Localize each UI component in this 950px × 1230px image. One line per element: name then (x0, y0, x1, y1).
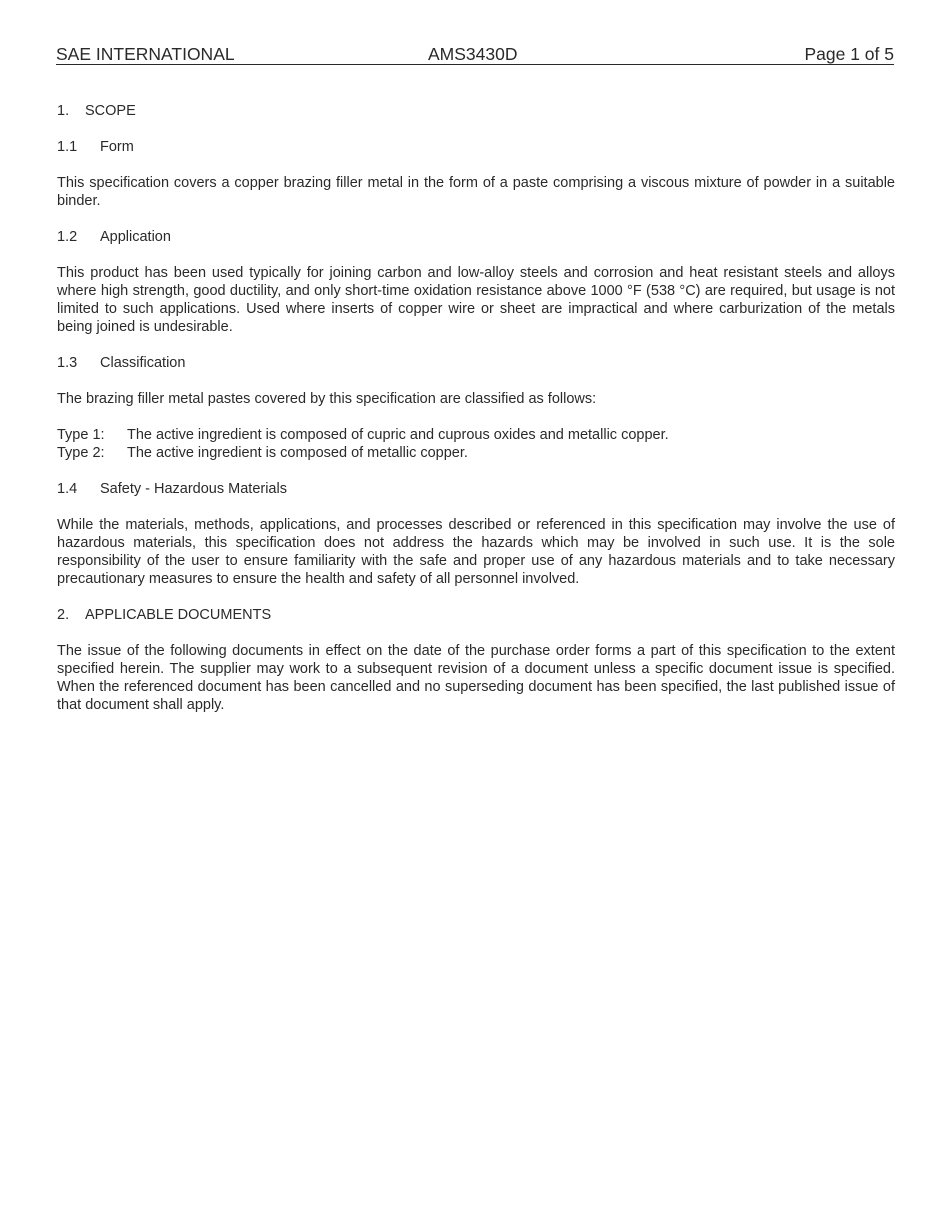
subsection-number: 1.1 (57, 139, 78, 155)
section-applicable-documents-heading (57, 606, 895, 624)
subsection-number: 1.2 (57, 229, 78, 245)
safety-paragraph: While the materials, methods, applications, and processes described or referenced in this specification may involve the use of hazardous materials, this specification does not address the hazards which may be involved in such use. It is the sole responsibility of the user to ensure familiarity with the safe and proper use of any hazardous materials and to take necessary precautionary measures to ensure the health and safety of all personnel involved. (57, 517, 895, 587)
subsection-application-heading (57, 228, 895, 246)
organization-name: SAE INTERNATIONAL (56, 44, 235, 64)
type-item (57, 444, 895, 462)
applicable-documents-paragraph: The issue of the following documents in effect on the date of the purchase order forms a part of this specification to the extent specified herein. The supplier may work to a subsequent revision of a document unless a specific document issue is specified. When the referenced document has been cancelled and no superseding document has been specified, the last published issue of that document shall apply. (57, 643, 895, 713)
document-body (57, 102, 895, 732)
type-label: Type 1: (57, 427, 105, 443)
subsection-title: Classification (100, 355, 186, 371)
subsection-safety-heading (57, 480, 895, 498)
type-description: The active ingredient is composed of metallic copper. (127, 445, 468, 461)
section-number: 2. (57, 607, 70, 623)
subsection-title: Form (100, 139, 134, 155)
subsection-classification-heading (57, 354, 895, 372)
section-number: 1. (57, 103, 70, 119)
section-scope-heading (57, 102, 895, 120)
subsection-number: 1.4 (57, 481, 78, 497)
application-paragraph: This product has been used typically for joining carbon and low-alloy steels and corrosion and heat resistant steels and alloys where high strength, good ductility, and only short-time oxidation resistance above 1000 °F (538 °C) are required, but usage is not limited to such applications. Used where inserts of copper wire or sheet are impractical and where carburization of the metals being joined is undesirable. (57, 265, 895, 335)
subsection-title: Safety - Hazardous Materials (100, 481, 287, 497)
section-title: SCOPE (85, 103, 136, 119)
document-number: AMS3430D (428, 44, 518, 64)
subsection-number: 1.3 (57, 355, 78, 371)
subsection-title: Application (100, 229, 171, 245)
type-item (57, 426, 895, 444)
form-paragraph: This specification covers a copper brazing filler metal in the form of a paste comprising a viscous mixture of powder in a suitable binder. (57, 175, 895, 209)
section-title: APPLICABLE DOCUMENTS (85, 607, 272, 623)
page-indicator: Page 1 of 5 (804, 44, 894, 64)
type-label: Type 2: (57, 445, 105, 461)
page-header (56, 44, 894, 65)
type-description: The active ingredient is composed of cupric and cuprous oxides and metallic copper. (127, 427, 669, 443)
subsection-form-heading (57, 138, 895, 156)
classification-paragraph: The brazing filler metal pastes covered by this specification are classified as follows: (57, 391, 597, 407)
type-list (57, 426, 895, 462)
